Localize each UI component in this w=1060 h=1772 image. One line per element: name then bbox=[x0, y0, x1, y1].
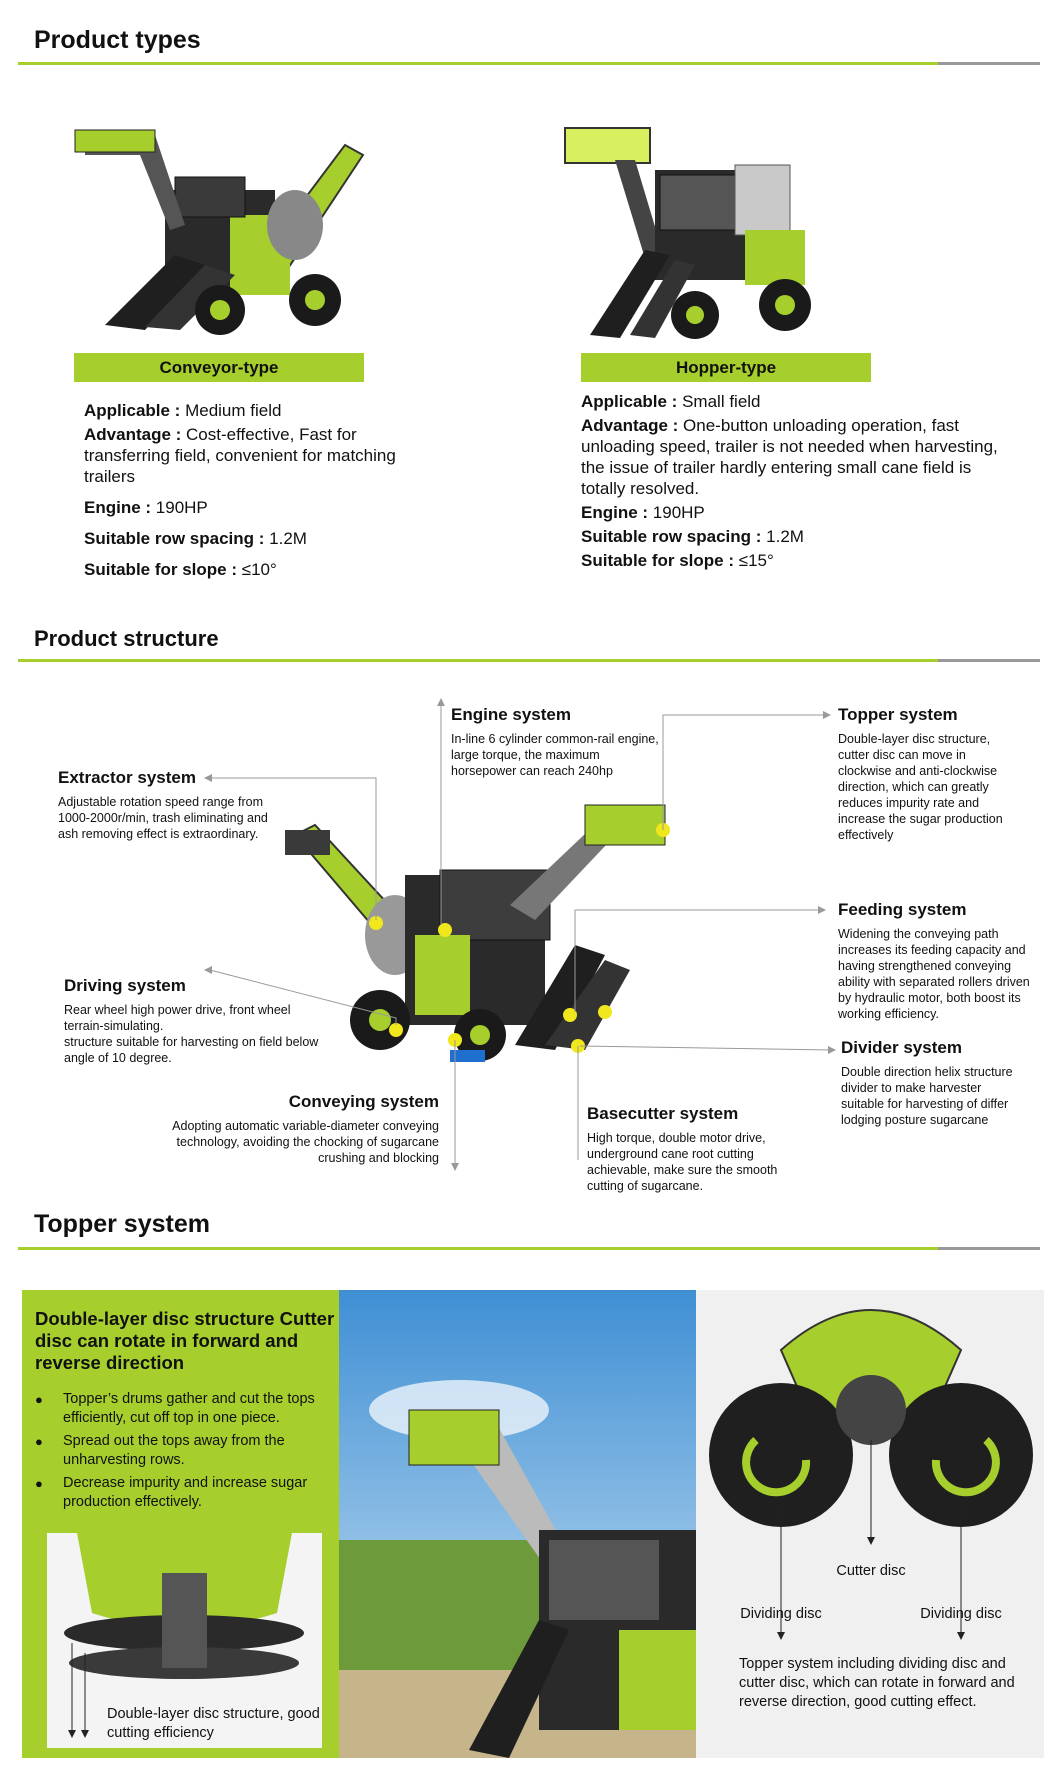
disc-detail-caption: Double-layer disc structure, good cutting efficiency bbox=[107, 1706, 320, 1741]
list-item: ● Decrease impurity and increase sugar production effectively. bbox=[35, 1474, 335, 1512]
disc-diagram-panel bbox=[696, 1290, 1044, 1758]
conveyor-specs bbox=[84, 400, 424, 583]
spec-slope: Suitable for slope : ≤15° bbox=[581, 551, 774, 570]
label-extractor-system: Extractor system Adjustable rotation speed range from 1000-2000r/min, trash eliminating and ash removing effect is extraordinary. bbox=[58, 768, 268, 841]
cutter-disc-label: Cutter disc bbox=[836, 1563, 906, 1579]
topper-feature-list bbox=[35, 1390, 335, 1516]
dividing-disc-right-label: Dividing disc bbox=[920, 1606, 1002, 1622]
dividing-disc-left-label: Dividing disc bbox=[740, 1606, 822, 1622]
spec-applicable: Applicable : Small field bbox=[581, 392, 761, 411]
label-conveying-system: Conveying system Adopting automatic variable-diameter conveying technology, avoiding the chocking of sugarcane crushing and blocking bbox=[172, 1092, 439, 1165]
spec-advantage: Advantage : One-button unloading operation, fast unloading speed, trailer is not needed when harvesting, the issue of trailer hardly entering small cane field is totally resolved. bbox=[581, 416, 998, 498]
spec-engine: Engine : 190HP bbox=[581, 503, 705, 522]
list-item: ● Spread out the tops away from the unharvesting rows. bbox=[35, 1432, 335, 1470]
label-engine-system: Engine system In-line 6 cylinder common-rail engine, large torque, the maximum horsepower can reach 240hp bbox=[451, 705, 659, 778]
section-rule bbox=[18, 659, 1040, 662]
spec-slope: Suitable for slope : ≤10° bbox=[84, 560, 277, 579]
label-basecutter-system: Basecutter system High torque, double motor drive, underground cane root cutting achievable, make sure the smooth cutting of sugarcane. bbox=[587, 1104, 778, 1193]
section-title-product-structure: Product structure bbox=[34, 626, 219, 651]
hopper-type-label: Hopper-type bbox=[581, 353, 871, 382]
label-driving-system: Driving system Rear wheel high power drive, front wheel terrain-simulating. structure suitable for harvesting on field below angle of 10 degree. bbox=[64, 976, 319, 1065]
spec-applicable: Applicable : Medium field bbox=[84, 401, 282, 420]
label-divider-system: Divider system Double direction helix structure divider to make harvester suitable for harvesting of differ lodging posture sugarcane bbox=[841, 1038, 1013, 1127]
spec-advantage: Advantage : Cost-effective, Fast for transferring field, convenient for matching trailers bbox=[84, 425, 396, 486]
section-title-product-types: Product types bbox=[34, 26, 201, 54]
conveyor-harvester-image bbox=[45, 115, 375, 347]
spec-row-spacing: Suitable row spacing : 1.2M bbox=[84, 529, 307, 548]
topper-feature-heading: Double-layer disc structure Cutter disc can rotate in forward and reverse direction bbox=[35, 1308, 335, 1373]
spec-engine: Engine : 190HP bbox=[84, 498, 208, 517]
label-topper-system: Topper system Double-layer disc structure, cutter disc can move in clockwise and anti-clockwise direction, which can greatly reduces impurity rate and increase the sugar production effectively bbox=[838, 705, 1003, 842]
section-rule bbox=[18, 62, 1040, 65]
field-photo bbox=[339, 1290, 696, 1758]
spec-row-spacing: Suitable row spacing : 1.2M bbox=[581, 527, 804, 546]
list-item: ● Topper’s drums gather and cut the tops efficiently, cut off top in one piece. bbox=[35, 1390, 335, 1428]
hopper-harvester-image bbox=[555, 110, 835, 348]
disc-diagram-caption: Topper system including dividing disc and cutter disc, which can rotate in forward and reverse direction, good cutting effect. bbox=[739, 1656, 1015, 1710]
hopper-specs bbox=[581, 391, 1001, 574]
conveyor-type-label: Conveyor-type bbox=[74, 353, 364, 382]
structure-harvester-image bbox=[285, 795, 685, 1075]
topper-feature-panel bbox=[22, 1290, 339, 1758]
section-title-topper-system: Topper system bbox=[34, 1210, 210, 1238]
section-rule bbox=[18, 1247, 1040, 1250]
label-feeding-system: Feeding system Widening the conveying path increases its feeding capacity and having strengthened conveying ability with separated rollers driven by hydraulic motor, both boost its working efficiency. bbox=[838, 900, 1030, 1021]
